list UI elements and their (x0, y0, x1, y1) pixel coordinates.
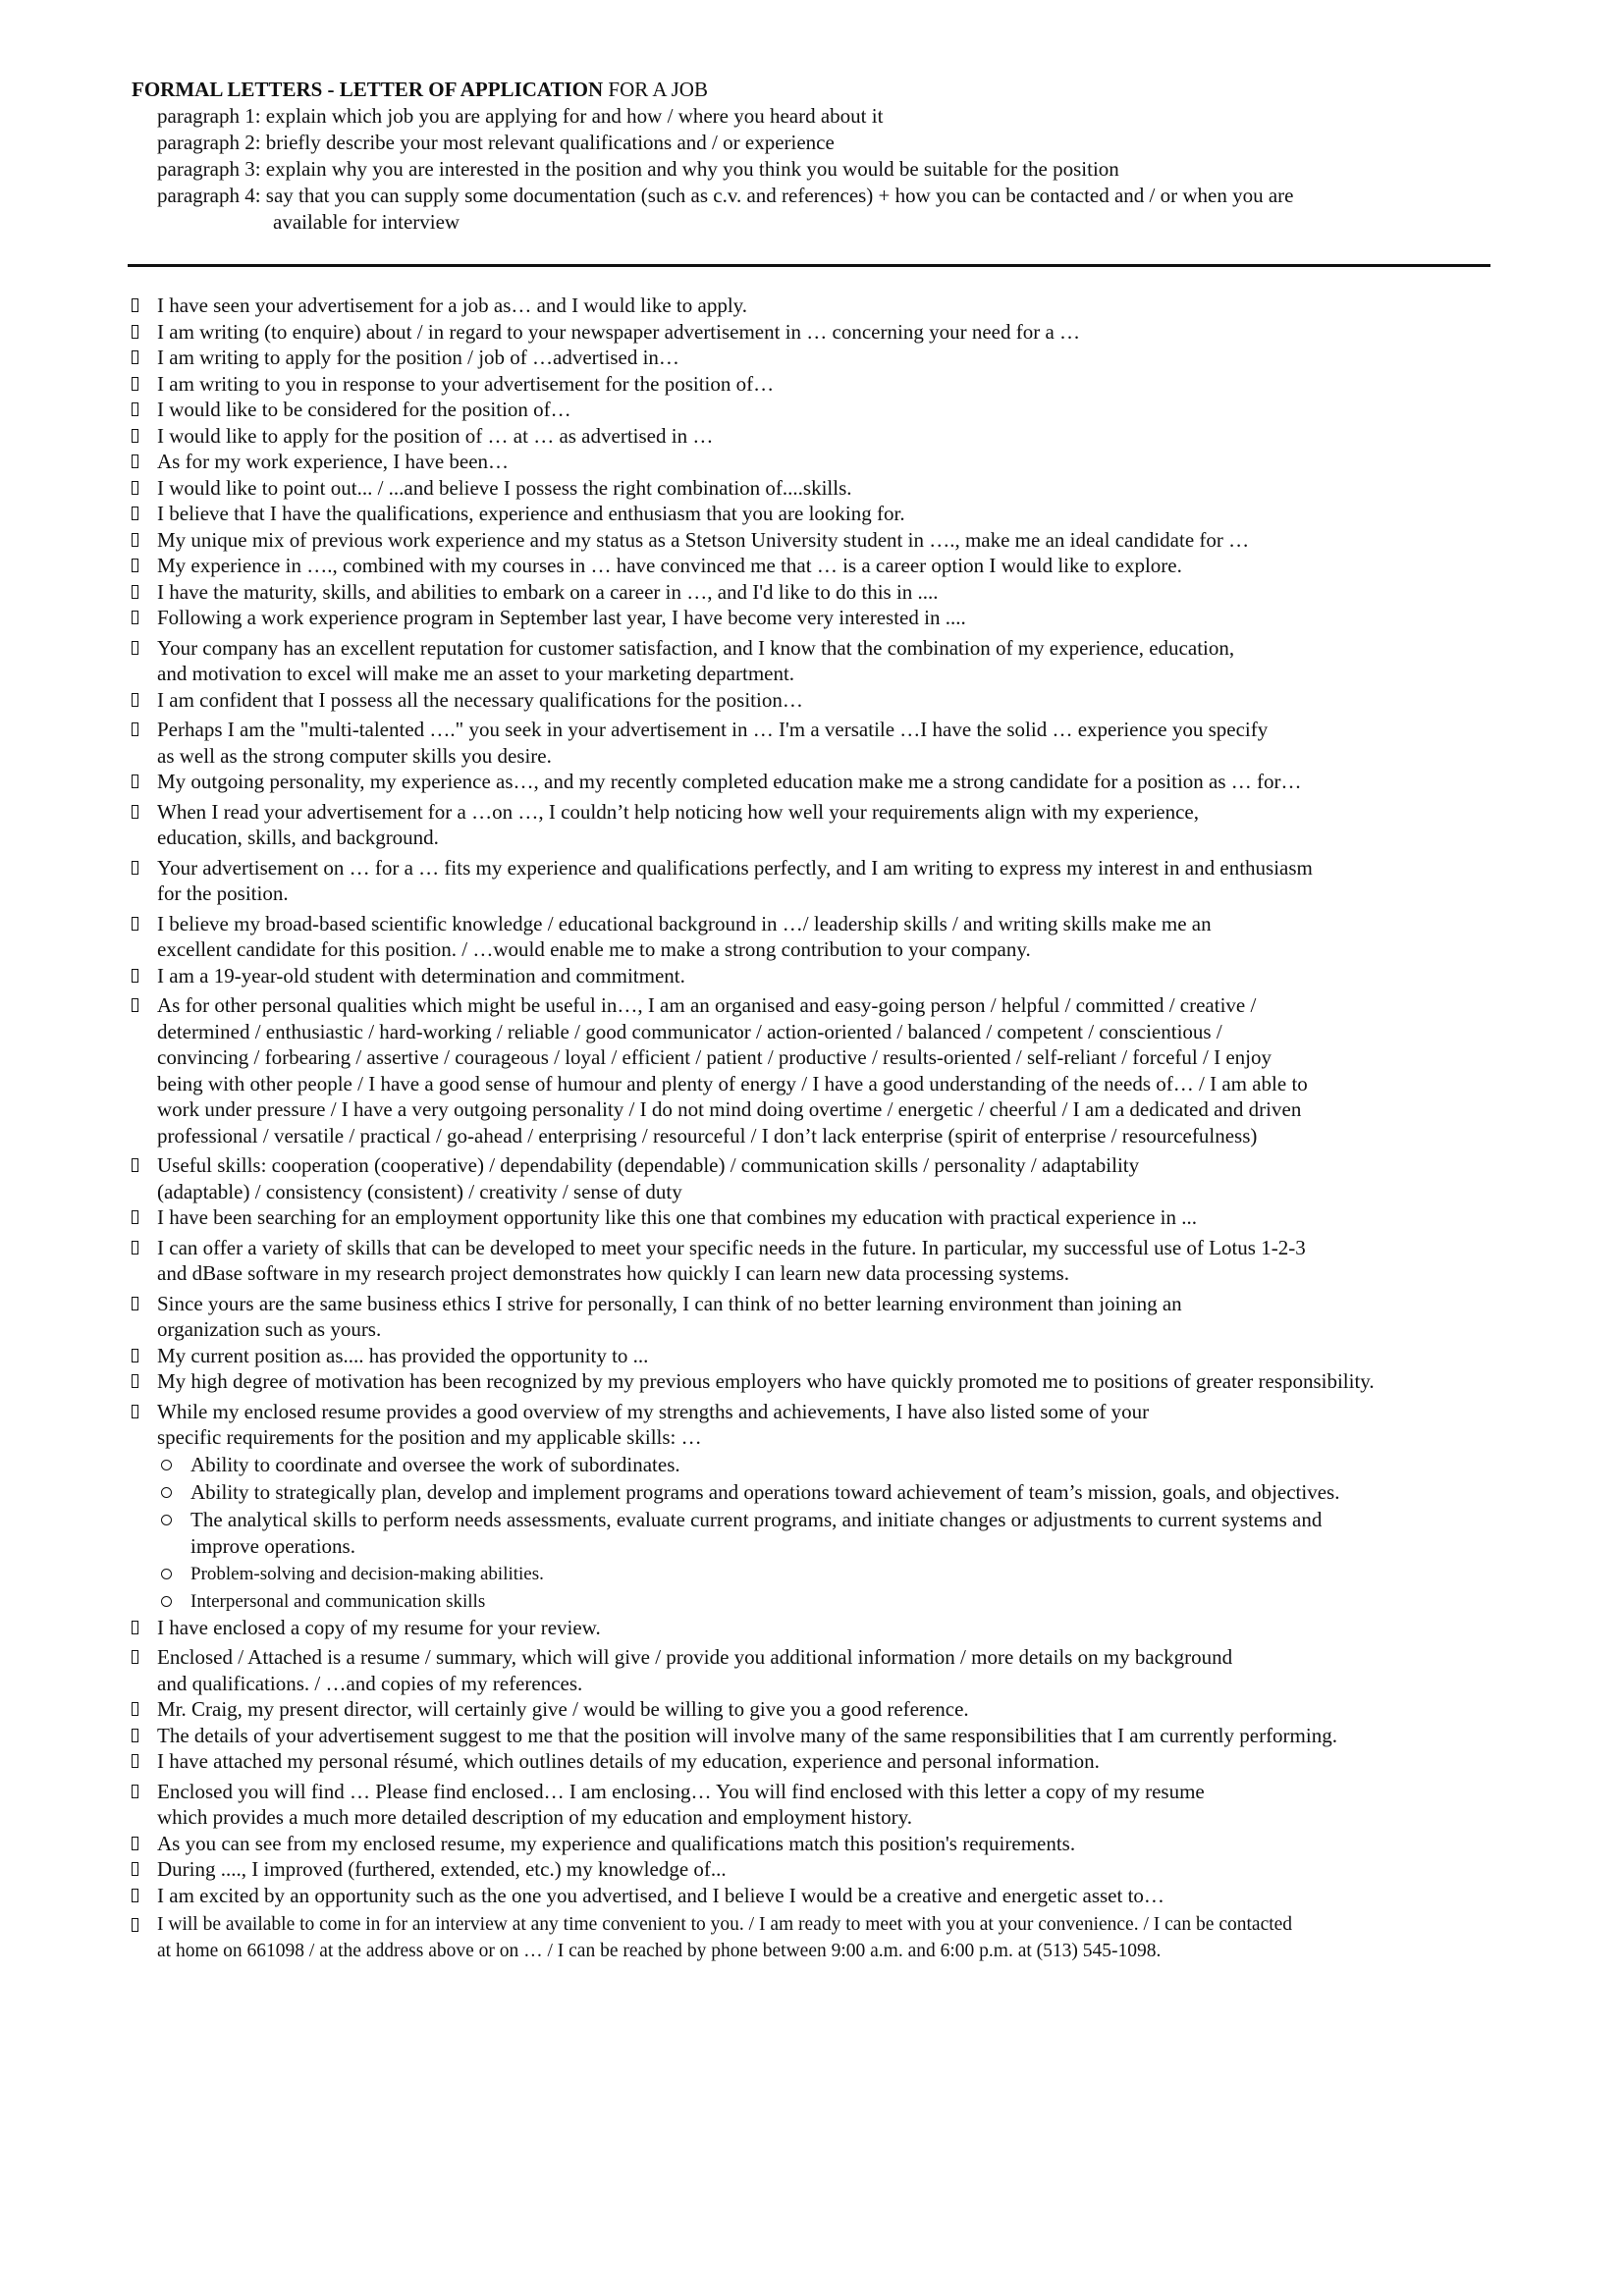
square-bullet-icon (132, 1754, 138, 1768)
square-bullet-icon (132, 774, 138, 788)
sub-list-item: The analytical skills to perform needs assessments, evaluate current programs, and initiate changes or adjustments to current systems and improve operations. (132, 1507, 1545, 1560)
horizontal-rule (128, 264, 1490, 267)
list-item: While my enclosed resume provides a good overview of my strengths and achievements, I have also listed some of your specific requirements for the position and my applicable skills: … (132, 1399, 1545, 1451)
square-bullet-icon (132, 1158, 138, 1172)
sub-list-item: Ability to strategically plan, develop and implement programs and operations toward achievement of team’s mission, goals, and objectives. (132, 1479, 1545, 1506)
list-item: I am confident that I possess all the necessary qualifications for the position… (132, 687, 1545, 714)
square-bullet-icon (132, 1297, 138, 1310)
list-item: As you can see from my enclosed resume, my experience and qualifications match this position's requirements. (132, 1831, 1545, 1857)
square-bullet-icon (132, 1405, 138, 1418)
square-bullet-icon (132, 481, 138, 495)
list-item: I have seen your advertisement for a job as… and I would like to apply. (132, 293, 1545, 319)
circle-bullet-icon (161, 1515, 172, 1525)
square-bullet-icon (132, 429, 138, 443)
square-bullet-icon (132, 402, 138, 416)
square-bullet-icon (132, 861, 138, 875)
list-item: Enclosed / Attached is a resume / summary, which will give / provide you additional information / more details on my background and qualifications. / …and copies of my references. (132, 1644, 1545, 1696)
list-item: Your company has an excellent reputation for customer satisfaction, and I know that the combination of my experience, education, and motivation to excel will make me an asset to your marketing department. (132, 635, 1545, 687)
square-bullet-icon (132, 1241, 138, 1255)
circle-bullet-icon (161, 1487, 172, 1498)
square-bullet-icon (132, 641, 138, 655)
square-bullet-icon (132, 805, 138, 819)
list-item: I am excited by an opportunity such as the one you advertised, and I believe I would be a creative and energetic asset to… (132, 1883, 1545, 1909)
list-item: My unique mix of previous work experience and my status as a Stetson University student in …., make me an ideal candidate for … (132, 527, 1545, 554)
circle-bullet-icon (161, 1460, 172, 1470)
list-item: I am a 19-year-old student with determination and commitment. (132, 963, 1545, 989)
square-bullet-icon (132, 1621, 138, 1634)
list-item: Mr. Craig, my present director, will certainly give / would be willing to give you a good reference. (132, 1696, 1545, 1723)
list-item: Useful skills: cooperation (cooperative) / dependability (dependable) / communication skills / personality / adaptability (adaptable) / consistency (consistent) / creativity / sense of duty (132, 1152, 1545, 1204)
list-item: I have attached my personal résumé, which outlines details of my education, experience and personal information. (132, 1748, 1545, 1775)
list-item: I have been searching for an employment opportunity like this one that combines my education with practical experience in ... (132, 1204, 1545, 1231)
list-item: I believe that I have the qualifications, experience and enthusiasm that you are looking for. (132, 501, 1545, 527)
square-bullet-icon (132, 533, 138, 547)
square-bullet-icon (132, 507, 138, 520)
square-bullet-icon (132, 1349, 138, 1362)
list-item: I would like to point out... / ...and believe I possess the right combination of....skills. (132, 475, 1545, 502)
list-item: Following a work experience program in September last year, I have become very interested in .... (132, 605, 1545, 631)
sub-list-item: Problem-solving and decision-making abilities. (132, 1561, 1545, 1587)
document-header (132, 77, 1526, 236)
list-item: I believe my broad-based scientific knowledge / educational background in …/ leadership skills / and writing skills make me an excellent candidate for this position. / …would enable me to make a strong contribution to your company. (132, 911, 1545, 963)
square-bullet-icon (132, 325, 138, 339)
list-item: I am writing to apply for the position / job of …advertised in… (132, 345, 1545, 371)
list-item: Your advertisement on … for a … fits my experience and qualifications perfectly, and I am writing to express my interest in and enthusiasm for the position. (132, 855, 1545, 907)
list-item: Enclosed you will find … Please find enclosed… I am enclosing… You will find enclosed with this letter a copy of my resume which provides a much more detailed description of my education and employment history. (132, 1779, 1545, 1831)
square-bullet-icon (132, 969, 138, 983)
square-bullet-icon (132, 298, 138, 312)
list-item: My high degree of motivation has been recognized by my previous employers who have quickly promoted me to positions of greater responsibility. (132, 1368, 1545, 1395)
list-item: I would like to be considered for the position of… (132, 397, 1545, 423)
list-item: I would like to apply for the position of … at … as advertised in … (132, 423, 1545, 450)
list-item: As for other personal qualities which might be useful in…, I am an organised and easy-going person / helpful / committed / creative / determined / enthusiastic / hard-working / reliable / good communicator / action-oriented / balanced / competent / conscientious / convincing / forbearing / assertive / courageous / loyal / efficient / patient / productive / results-oriented / self-reliant / forceful / I enjoy being with other people / I have a good sense of humour and plenty of energy / I have a good understanding of the needs of… / I am able to work under pressure / I have a very outgoing personality / I do not mind doing overtime / energetic / cheerful / I am a dedicated and driven professional / versatile / practical / go-ahead / enterprising / resourceful / I don’t lack enterprise (spirit of enterprise / resourcefulness) (132, 992, 1545, 1148)
square-bullet-icon (132, 998, 138, 1012)
list-item: I am writing to you in response to your advertisement for the position of… (132, 371, 1545, 398)
page-title (132, 77, 1526, 103)
square-bullet-icon (132, 377, 138, 391)
square-bullet-icon (132, 1702, 138, 1716)
square-bullet-icon (132, 1650, 138, 1664)
square-bullet-icon (132, 350, 138, 364)
title-bold: FORMAL LETTERS - LETTER OF APPLICATION (132, 78, 604, 101)
square-bullet-icon (132, 722, 138, 736)
square-bullet-icon (132, 559, 138, 572)
square-bullet-icon (132, 454, 138, 468)
paragraph-guide-2: paragraph 2: briefly describe your most relevant qualifications and / or experience (157, 131, 835, 154)
sub-list-item: Ability to coordinate and oversee the work of subordinates. (132, 1452, 1545, 1478)
square-bullet-icon (132, 1837, 138, 1850)
square-bullet-icon (132, 1785, 138, 1798)
list-item: As for my work experience, I have been… (132, 449, 1545, 475)
paragraph-guide-1: paragraph 1: explain which job you are applying for and how / where you heard about it (157, 104, 884, 128)
square-bullet-icon (132, 611, 138, 624)
title-rest: FOR A JOB (603, 78, 708, 101)
list-item: During ...., I improved (furthered, extended, etc.) my knowledge of... (132, 1856, 1545, 1883)
list-item: I have the maturity, skills, and abilities to embark on a career in …, and I'd like to do this in .... (132, 579, 1545, 606)
square-bullet-icon (132, 917, 138, 931)
paragraph-guide-4: paragraph 4: say that you can supply some documentation (such as c.v. and references) + how you can be contacted and / or when you are (157, 184, 1294, 207)
list-item: I have enclosed a copy of my resume for your review. (132, 1615, 1545, 1641)
square-bullet-icon (132, 1210, 138, 1224)
paragraph-guide-3: paragraph 3: explain why you are interested in the position and why you think you would be suitable for the position (157, 157, 1119, 181)
list-item: Perhaps I am the "multi-talented …." you seek in your advertisement in … I'm a versatile …I have the solid … experience you specify as well as the strong computer skills you desire. (132, 717, 1545, 769)
square-bullet-icon (132, 693, 138, 707)
paragraph-guide-4-continuation: available for interview (273, 210, 460, 234)
square-bullet-icon (132, 1374, 138, 1388)
square-bullet-icon (132, 1862, 138, 1876)
square-bullet-icon (132, 1729, 138, 1742)
list-item: My current position as.... has provided the opportunity to ... (132, 1343, 1545, 1369)
list-item: When I read your advertisement for a …on …, I couldn’t help noticing how well your requirements align with my experience, education, skills, and background. (132, 799, 1545, 851)
square-bullet-icon (132, 1918, 138, 1932)
square-bullet-icon (132, 1889, 138, 1902)
list-item: Since yours are the same business ethics I strive for personally, I can think of no better learning environment than joining an organization such as yours. (132, 1291, 1545, 1343)
list-item: I can offer a variety of skills that can be developed to meet your specific needs in the future. In particular, my successful use of Lotus 1-2-3 and dBase software in my research project demonstrates how quickly I can learn new data processing systems. (132, 1235, 1545, 1287)
list-item: My experience in …., combined with my courses in … have convinced me that … is a career option I would like to explore. (132, 553, 1545, 579)
list-item: The details of your advertisement suggest to me that the position will involve many of the same responsibilities that I am currently performing. (132, 1723, 1545, 1749)
list-item: My outgoing personality, my experience as…, and my recently completed education make me a strong candidate for a position as … for… (132, 769, 1545, 795)
phrase-list (132, 293, 1545, 1964)
square-bullet-icon (132, 585, 138, 599)
list-item: I am writing (to enquire) about / in regard to your newspaper advertisement in … concerning your need for a … (132, 319, 1545, 346)
circle-bullet-icon (161, 1596, 172, 1607)
list-item: I will be available to come in for an interview at any time convenient to you. / I am ready to meet with you at your convenience. / I can be contacted at home on 661098 / at the address above or on … / I can be reached by phone between 9:00 a.m. and 6:00 p.m. at (513) 545-1098. (132, 1912, 1545, 1964)
circle-bullet-icon (161, 1569, 172, 1579)
sub-list-item: Interpersonal and communication skills (132, 1588, 1545, 1615)
